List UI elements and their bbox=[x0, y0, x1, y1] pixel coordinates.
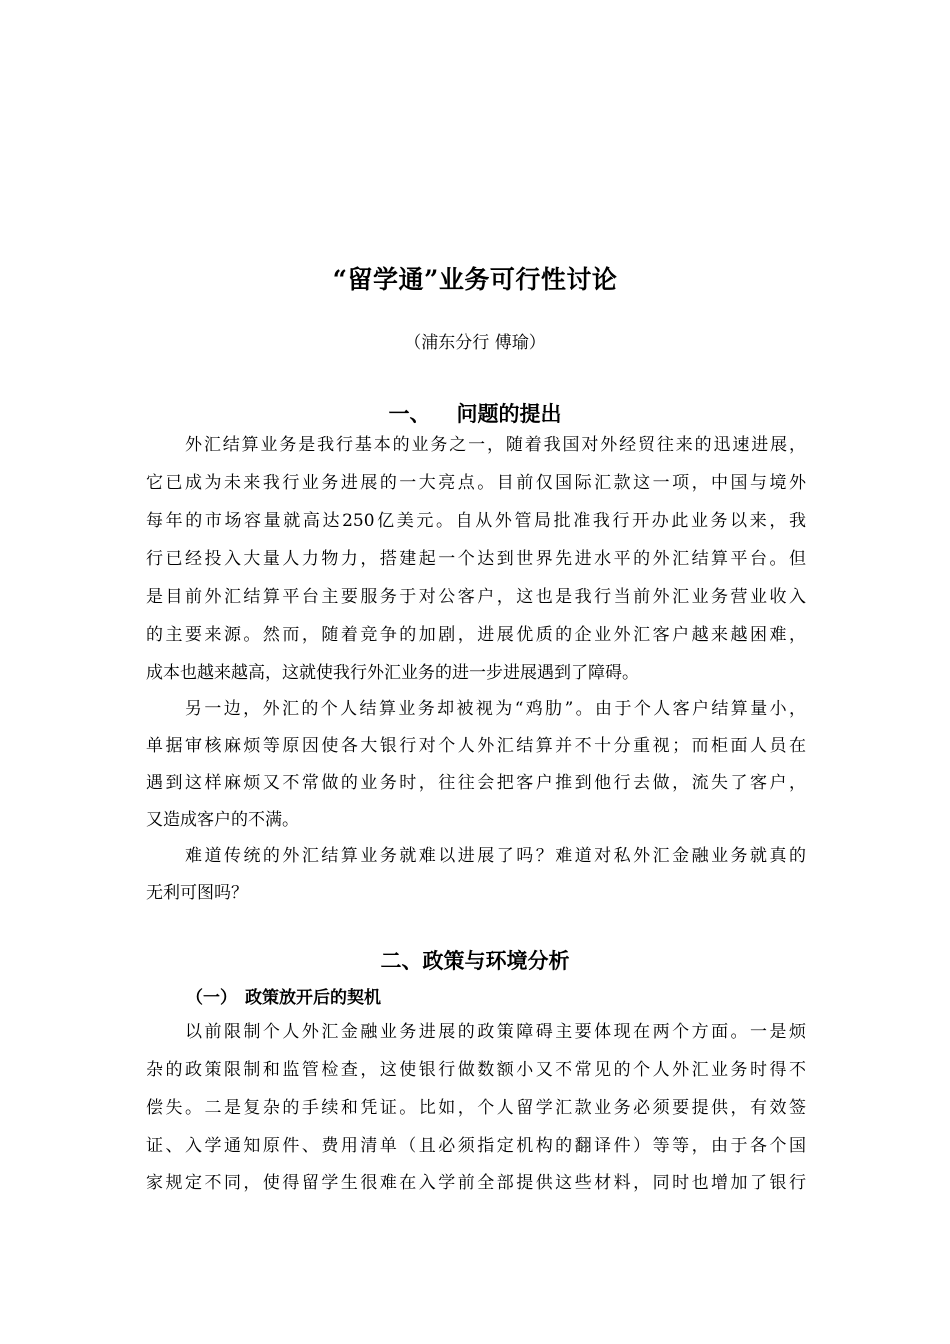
author-byline: （浦东分行 傅瑜） bbox=[404, 333, 546, 353]
paragraph-line: 家规定不同，使得留学生很难在入学前全部提供这些材料，同时也增加了银行 bbox=[146, 1173, 806, 1193]
paragraph-line: 另一边，外汇的个人结算业务却被视为“鸡肋”。由于个人客户结算量小， bbox=[185, 699, 806, 719]
paragraph-line: 成本也越来越高，这就使我行外汇业务的进一步进展遇到了障碍。 bbox=[146, 663, 639, 683]
section-heading-1 bbox=[0, 399, 950, 429]
paragraph-line: 偿失。二是复杂的手续和凭证。比如，个人留学汇款业务必须要提供，有效签 bbox=[146, 1098, 806, 1118]
subsection-title: 政策放开后的契机 bbox=[245, 988, 381, 1008]
paragraph-line: 每年的市场容量就高达250亿美元。自从外管局批准我行开办此业务以来，我 bbox=[146, 511, 806, 531]
section-heading-2: 二、政策与环境分析 bbox=[380, 948, 570, 973]
paragraph-line: 无利可图吗？ bbox=[146, 883, 248, 903]
paragraph-line: 杂的政策限制和监管检查，这使银行做数额小又不常见的个人外汇业务时得不 bbox=[146, 1060, 806, 1080]
paragraph-line: 行已经投入大量人力物力，搭建起一个达到世界先进水平的外汇结算平台。但 bbox=[146, 549, 806, 569]
paragraph-line: 证、入学通知原件、费用清单（且必须指定机构的翻译件）等等，由于各个国 bbox=[146, 1136, 806, 1156]
paragraph-line: 以前限制个人外汇金融业务进展的政策障碍主要体现在两个方面。一是烦 bbox=[185, 1022, 806, 1042]
document-title: “留学通”业务可行性讨论 bbox=[332, 265, 618, 294]
paragraph-line: 外汇结算业务是我行基本的业务之一，随着我国对外经贸往来的迅速进展， bbox=[185, 435, 806, 455]
paragraph-line: 的主要来源。然而，随着竞争的加剧，进展优质的企业外汇客户越来越困难， bbox=[146, 625, 806, 645]
subsection-heading bbox=[186, 984, 381, 1012]
paragraph-line: 遇到这样麻烦又不常做的业务时，往往会把客户推到他行去做，流失了客户， bbox=[146, 773, 806, 793]
paragraph-line: 单据审核麻烦等原因使各大银行对个人外汇结算并不十分重视；而柜面人员在 bbox=[146, 736, 806, 756]
section-title: 问题的提出 bbox=[456, 401, 562, 426]
paragraph-line: 又造成客户的不满。 bbox=[146, 810, 299, 830]
section-number: 一、 bbox=[388, 401, 431, 426]
paragraph-line: 它已成为未来我行业务进展的一大亮点。目前仅国际汇款这一项，中国与境外 bbox=[146, 473, 806, 493]
paragraph-line: 是目前外汇结算平台主要服务于对公客户，这也是我行当前外汇业务营业收入 bbox=[146, 587, 806, 607]
subsection-number: （一） bbox=[186, 988, 237, 1008]
paragraph-line: 难道传统的外汇结算业务就难以进展了吗？难道对私外汇金融业务就真的 bbox=[185, 846, 806, 866]
